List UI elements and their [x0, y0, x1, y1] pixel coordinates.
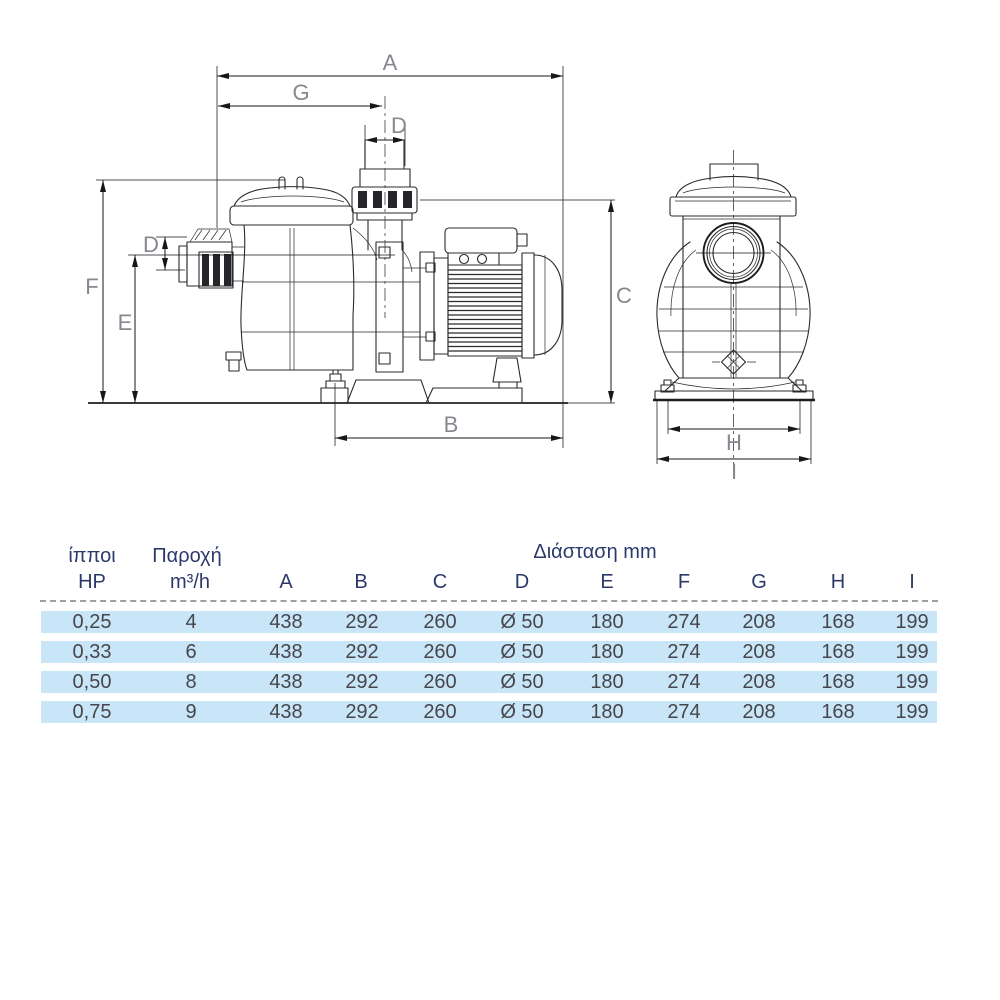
- dim-F: [85, 180, 103, 403]
- dim-E: [118, 255, 135, 403]
- cell-A: 438: [269, 701, 303, 723]
- power-column-title: ίπποι: [68, 545, 116, 567]
- column-header-C: C: [432, 571, 448, 593]
- dim-label-c: C: [616, 283, 632, 308]
- column-header-I: I: [909, 571, 915, 593]
- cell-B: 292: [345, 611, 379, 633]
- dim-H: [668, 429, 800, 455]
- column-header-G: G: [751, 571, 767, 593]
- cell-D: Ø 50: [500, 611, 544, 633]
- table-row: [41, 641, 937, 663]
- cell-C: 260: [423, 671, 457, 693]
- dim-label-h: H: [726, 430, 742, 455]
- side-view-pump: [88, 96, 568, 403]
- cell-A: 438: [269, 641, 303, 663]
- dim-B: [335, 412, 563, 438]
- table-row: [41, 611, 937, 633]
- dim-A: [217, 50, 563, 76]
- cell-F: 274: [667, 641, 701, 663]
- cell-B: 292: [345, 671, 379, 693]
- dim-label-g: G: [292, 80, 310, 105]
- cell-flow: 8: [185, 671, 197, 693]
- header-separator: [40, 600, 938, 602]
- cell-B: 292: [345, 701, 379, 723]
- cell-hp: 0,50: [72, 671, 112, 693]
- column-header-B: B: [354, 571, 368, 593]
- cell-H: 168: [821, 611, 855, 633]
- cell-hp: 0,25: [72, 611, 112, 633]
- dim-D-left: [143, 232, 165, 270]
- cell-I: 199: [895, 641, 929, 663]
- cell-D: Ø 50: [500, 641, 544, 663]
- table-row: [41, 671, 937, 693]
- cell-E: 180: [590, 701, 624, 723]
- dim-label-a: A: [382, 50, 398, 75]
- cell-H: 168: [821, 701, 855, 723]
- dimension-group-title: Διάσταση mm: [533, 541, 657, 563]
- dim-I: [657, 459, 811, 484]
- cell-E: 180: [590, 611, 624, 633]
- cell-hp: 0,33: [72, 641, 112, 663]
- cell-C: 260: [423, 641, 457, 663]
- column-header-D: D: [514, 571, 530, 593]
- table-row: [41, 701, 937, 723]
- cell-C: 260: [423, 611, 457, 633]
- cell-G: 208: [742, 671, 776, 693]
- cell-G: 208: [742, 641, 776, 663]
- dim-label-b: B: [443, 412, 459, 437]
- cell-A: 438: [269, 611, 303, 633]
- cell-F: 274: [667, 611, 701, 633]
- cell-flow: 6: [185, 641, 197, 663]
- column-header-F: F: [677, 571, 691, 593]
- cell-G: 208: [742, 701, 776, 723]
- cell-D: Ø 50: [500, 701, 544, 723]
- cell-H: 168: [821, 641, 855, 663]
- cell-A: 438: [269, 671, 303, 693]
- power-column-unit: HP: [78, 571, 106, 593]
- dim-label-d-top: D: [391, 113, 407, 138]
- flow-column-unit: m³/h: [170, 571, 210, 593]
- cell-flow: 9: [185, 701, 197, 723]
- cell-B: 292: [345, 641, 379, 663]
- cell-G: 208: [742, 611, 776, 633]
- cell-hp: 0,75: [72, 701, 112, 723]
- cell-I: 199: [895, 611, 929, 633]
- cell-flow: 4: [185, 611, 197, 633]
- front-view-pump: [653, 150, 815, 477]
- dim-label-d-left: D: [143, 232, 159, 257]
- column-header-H: H: [830, 571, 846, 593]
- cell-D: Ø 50: [500, 671, 544, 693]
- flow-column-title: Παροχή: [152, 545, 222, 567]
- cell-E: 180: [590, 671, 624, 693]
- dim-label-i: I: [730, 459, 738, 484]
- dim-D-top: [365, 113, 407, 140]
- cell-C: 260: [423, 701, 457, 723]
- dim-label-f: F: [85, 274, 99, 299]
- cell-I: 199: [895, 701, 929, 723]
- column-header-A: A: [279, 571, 293, 593]
- dim-G: [218, 80, 382, 106]
- cell-E: 180: [590, 641, 624, 663]
- column-header-E: E: [600, 571, 614, 593]
- cell-I: 199: [895, 671, 929, 693]
- dim-label-e: E: [117, 310, 133, 335]
- cell-H: 168: [821, 671, 855, 693]
- cell-F: 274: [667, 701, 701, 723]
- dim-C: [611, 200, 632, 403]
- cell-F: 274: [667, 671, 701, 693]
